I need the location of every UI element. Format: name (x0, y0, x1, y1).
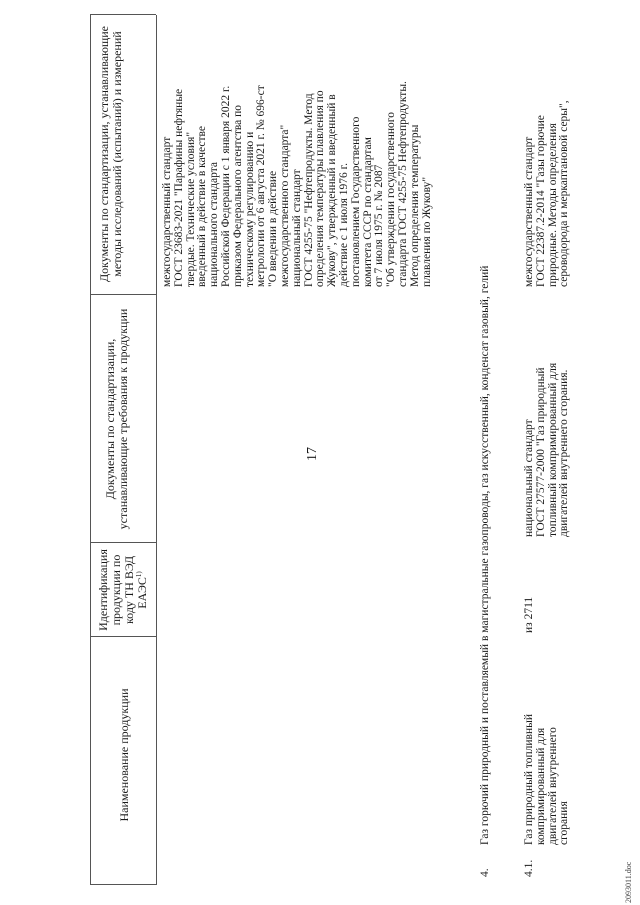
method-line: ГОСТ 4255-75 "Нефтепродукты. Метод (302, 93, 315, 287)
name-line: двигателей внутреннего (546, 727, 559, 845)
method-line: комитета СССР по стандартам (361, 137, 374, 287)
row-code: из 2711 (523, 596, 535, 633)
method-line: от 7 июля 1975 г. № 2087 (373, 164, 386, 287)
name-line: сгорания (558, 801, 571, 845)
name-line: компримированный для (534, 727, 547, 845)
method-line: национальный стандарт (290, 169, 303, 287)
method-line: введенный в действие в качестве (196, 125, 209, 287)
header-test-methods: Документы по стандартизации, устанавливающие методы исследований (испытаний) и измерений (97, 26, 124, 282)
requirements-line: национальный стандарт (523, 419, 535, 537)
method-line: "О введении в действие (267, 170, 280, 287)
table-top-border (90, 15, 91, 885)
column-divider-3 (90, 294, 156, 295)
header-tn-ved-code-text: Идентификация продукции по коду ТН ВЭД ЕАЭС (96, 549, 149, 631)
method-line: национального стандарта (208, 162, 221, 287)
method-line: межгосударственного стандарта" (278, 124, 291, 287)
methods-line: природные. Методы определения (546, 123, 559, 287)
method-line: Российской Федерации с 1 января 2022 г. (219, 85, 232, 287)
requirements-line: двигателей внутреннего сгорания. (558, 369, 571, 537)
column-divider-1 (90, 636, 156, 637)
footer-doc-code: 2093011.doc (624, 861, 633, 903)
row-methods (524, 12, 571, 287)
method-line: техническому регулированию и (243, 131, 256, 287)
method-line: приказом Федерального агентства по (231, 104, 244, 287)
method-line: "Об утверждении государственного (385, 112, 398, 287)
method-line: постановлением Государственного (349, 116, 362, 287)
name-line: Газ природный топливный (523, 713, 535, 845)
method-line: межгосударственный стандарт (161, 136, 173, 287)
header-footnote-mark: 1) (135, 571, 143, 578)
methods-line: ГОСТ 22387.2-2014 "Газы горючие (534, 115, 547, 287)
table-left-border (90, 884, 156, 885)
method-line: Метод определения температуры (408, 124, 421, 287)
header-tn-ved-code (97, 547, 149, 633)
method-line: твердые. Технические условия" (184, 131, 197, 287)
method-line: плавления по Жукову" (420, 176, 433, 287)
page-number: 17 (305, 447, 320, 461)
method-line: действие с 1 июля 1976 г. (337, 163, 350, 287)
section-number: 4. (479, 868, 491, 877)
header-product-name: Наименование продукции (117, 688, 131, 822)
methods-line: межгосударственный стандарт (523, 136, 535, 287)
header-requirements: Документы по стандартизации, устанавливающие требования к продукции (103, 308, 130, 530)
method-line: ГОСТ 23683-2021 "Парафины нефтяные (172, 88, 185, 287)
table-header-bottom-border (156, 15, 157, 885)
method-line: Жукову", утвержденный и введенный в (326, 94, 339, 287)
table-right-border (90, 14, 156, 15)
requirements-line: топливный компримированный для (546, 362, 559, 537)
method-line: стандарта ГОСТ 4255-75 Нефтепродукты. (396, 81, 409, 287)
requirements-line: ГОСТ 27577-2000 "Газ природный (534, 367, 547, 537)
continued-methods-text (162, 12, 433, 287)
method-line: определения температуры плавления по (314, 90, 327, 287)
section-title: Газ горючий природный и поставляемый в магистральные газопроводы, газ искусственный, конденсат газовый, гелий (479, 265, 491, 845)
row-requirements (524, 297, 571, 537)
row-product-name (524, 640, 571, 845)
row-number: 4.1. (523, 859, 535, 877)
method-line: метрологии от 6 августа 2021 г. № 696-ст (255, 85, 268, 287)
column-divider-2 (90, 542, 156, 543)
methods-line: сероводорода и меркаптановой серы", (558, 100, 571, 287)
